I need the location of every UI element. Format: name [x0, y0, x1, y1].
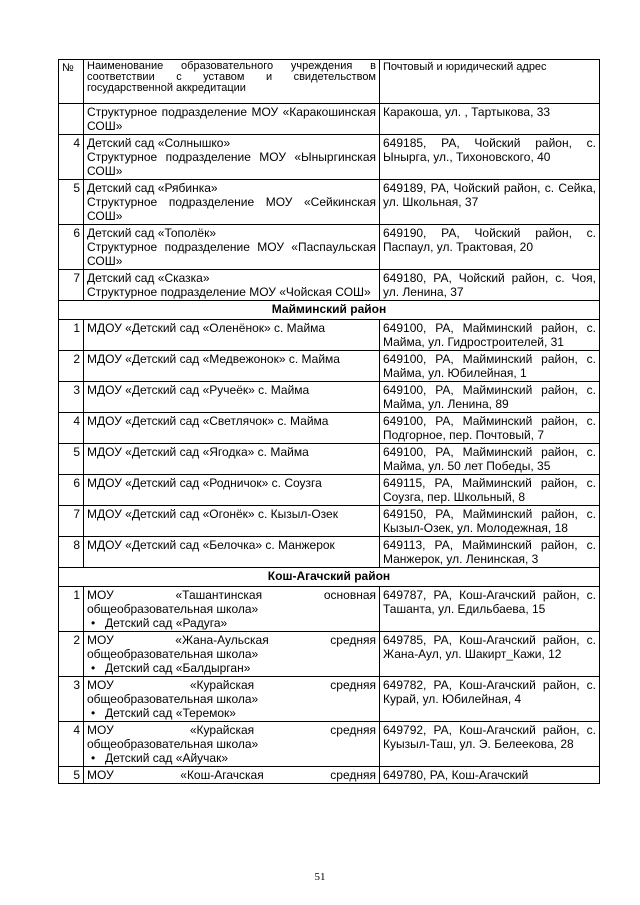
- row-number: 1: [59, 587, 84, 632]
- row-address: 649100, РА, Майминский район, с. Подгорное, пер. Почтовый, 7: [380, 413, 600, 444]
- row-number: 6: [59, 475, 84, 506]
- row-number: 8: [59, 537, 84, 568]
- row-name: [84, 104, 380, 135]
- row-number: 1: [59, 320, 84, 351]
- district-title: Кош-Агачский район: [59, 568, 600, 587]
- name-word: средняя: [330, 768, 376, 782]
- row-address: 649785, РА, Кош-Агачский район, с. Жана-Аул, ул. Шакирт_Кажи, 12: [380, 632, 600, 677]
- kindergarten-bullet: • Детский сад «Теремок»: [87, 706, 376, 720]
- row-name-line: Детский сад «Сказка»: [87, 271, 210, 285]
- name-word: «Курайская: [189, 678, 255, 692]
- kindergarten-bullet: • Детский сад «Радуга»: [87, 616, 376, 630]
- name-word: МОУ: [87, 678, 114, 692]
- table-row: [59, 135, 600, 180]
- table-row: [59, 104, 600, 135]
- row-number: 4: [59, 722, 84, 767]
- row-address: 649115, РА, Майминский район, с. Соузга, пер. Школьный, 8: [380, 475, 600, 506]
- row-name-line: Детский сад «Тополёк»: [87, 226, 217, 240]
- row-address: 649113, РА, Майминский район, с. Манжерок, ул. Ленинская, 3: [380, 537, 600, 568]
- row-address: 649100, РА, Майминский район, с. Майма, ул. 50 лет Победы, 35: [380, 444, 600, 475]
- table-row: [59, 225, 600, 270]
- table-row: [59, 444, 600, 475]
- row-address: 649100, РА, Майминский район, с. Майма, ул. Юбилейная, 1: [380, 351, 600, 382]
- row-name-line: Структурное подразделение МОУ «Чойская СОШ»: [87, 285, 371, 299]
- table-row: [59, 180, 600, 225]
- row-address: 649150, РА, Майминский район, с. Кызыл-Озек, ул. Молодежная, 18: [380, 506, 600, 537]
- row-address: 649780, РА, Кош-Агачский: [380, 767, 600, 784]
- name-word: «Курайская: [189, 723, 255, 737]
- row-address: Каракоша, ул. , Тартыкова, 33: [380, 104, 600, 135]
- name-word: средняя: [330, 633, 376, 647]
- table-row: [59, 587, 600, 632]
- table-row: [59, 382, 600, 413]
- name-word: средняя: [330, 678, 376, 692]
- row-name: [84, 677, 380, 722]
- name-word: МОУ: [87, 588, 114, 602]
- row-address: 649782, РА, Кош-Агачский район, с. Курай, ул. Юбилейная, 4: [380, 677, 600, 722]
- row-name-line: общеобразовательная школа»: [87, 602, 259, 616]
- row-name: [84, 767, 380, 784]
- row-name: МДОУ «Детский сад «Ягодка» с. Майма: [84, 444, 380, 475]
- row-number: 3: [59, 677, 84, 722]
- row-name-line: общеобразовательная школа»: [87, 692, 259, 706]
- name-word: МОУ: [87, 723, 114, 737]
- row-name-line: [87, 723, 376, 737]
- row-name-line: общеобразовательная школа»: [87, 737, 259, 751]
- row-address: 649787, РА, Кош-Агачский район, с. Ташанта, ул. Едильбаева, 15: [380, 587, 600, 632]
- row-number: 4: [59, 135, 84, 180]
- row-name: МДОУ «Детский сад «Медвежонок» с. Майма: [84, 351, 380, 382]
- row-number: 3: [59, 382, 84, 413]
- kindergarten-bullet: • Детский сад «Балдырган»: [87, 661, 376, 675]
- table-row: [59, 351, 600, 382]
- kindergarten-bullet: • Детский сад «Айучак»: [87, 751, 376, 765]
- district-row: [59, 301, 600, 320]
- table-row: [59, 632, 600, 677]
- row-name-line: Детский сад «Солнышко»: [87, 136, 231, 150]
- table-row: [59, 475, 600, 506]
- row-name: [84, 632, 380, 677]
- table-row: [59, 722, 600, 767]
- institutions-table: [58, 59, 600, 784]
- row-number: [59, 104, 84, 135]
- header-name: Наименование образовательного учреждения в соответствии с уставом и свидетельством государственной аккредитации: [84, 60, 380, 104]
- row-number: 5: [59, 767, 84, 784]
- table-row: [59, 506, 600, 537]
- row-name: [84, 587, 380, 632]
- row-number: 6: [59, 225, 84, 270]
- row-name: МДОУ «Детский сад «Родничок» с. Соузга: [84, 475, 380, 506]
- district-title: Майминский район: [59, 301, 600, 320]
- row-name-line: Структурное подразделение МОУ «Ыныргинская СОШ»: [87, 150, 376, 178]
- row-name: [84, 225, 380, 270]
- row-name: [84, 180, 380, 225]
- page-number: 51: [314, 871, 326, 883]
- row-name-line: [87, 768, 376, 782]
- table-row: [59, 413, 600, 444]
- row-number: 7: [59, 506, 84, 537]
- header-address: Почтовый и юридический адрес: [380, 60, 600, 104]
- row-name: МДОУ «Детский сад «Оленёнок» с. Майма: [84, 320, 380, 351]
- row-address: 649180, РА, Чойский район, с. Чоя, ул. Ленина, 37: [380, 270, 600, 301]
- row-name: МДОУ «Детский сад «Огонёк» с. Кызыл-Озек: [84, 506, 380, 537]
- table-row: [59, 537, 600, 568]
- row-name-line: [87, 678, 376, 692]
- row-name-line: [87, 588, 376, 602]
- name-word: МОУ: [87, 768, 114, 782]
- row-number: 7: [59, 270, 84, 301]
- row-name-line: Структурное подразделение МОУ «Сейкинская СОШ»: [87, 195, 376, 223]
- row-number: 2: [59, 351, 84, 382]
- row-address: 649100, РА, Майминский район, с. Майма, ул. Гидростроителей, 31: [380, 320, 600, 351]
- row-address: 649792, РА, Кош-Агачский район, с. Куызыл-Таш, ул. Э. Белеекова, 28: [380, 722, 600, 767]
- row-name: [84, 722, 380, 767]
- row-name: [84, 270, 380, 301]
- row-address: 649190, РА, Чойский район, с. Паспаул, ул. Трактовая, 20: [380, 225, 600, 270]
- row-number: 4: [59, 413, 84, 444]
- row-address: 649185, РА, Чойский район, с. Ыныргa, ул., Тихоновского, 40: [380, 135, 600, 180]
- table-header-row: [59, 60, 600, 104]
- row-address: 649100, РА, Майминский район, с. Майма, ул. Ленина, 89: [380, 382, 600, 413]
- table-row: [59, 270, 600, 301]
- row-name-line: Детский сад «Рябинка»: [87, 181, 218, 195]
- row-number: 5: [59, 444, 84, 475]
- name-word: «Ташантинская: [175, 588, 263, 602]
- row-name: МДОУ «Детский сад «Белочка» с. Манжерок: [84, 537, 380, 568]
- header-number: №: [59, 60, 84, 104]
- row-name-line: Структурное подразделение МОУ «Паспаульская СОШ»: [87, 240, 376, 268]
- table-row: [59, 320, 600, 351]
- table-row: [59, 767, 600, 784]
- row-name: МДОУ «Детский сад «Ручеёк» с. Майма: [84, 382, 380, 413]
- district-row: [59, 568, 600, 587]
- row-name-line: Структурное подразделение МОУ «Каракошинская СОШ»: [87, 105, 376, 133]
- table-row: [59, 677, 600, 722]
- name-word: МОУ: [87, 633, 114, 647]
- row-name: [84, 135, 380, 180]
- name-word: «Жана-Аульская: [175, 633, 269, 647]
- name-word: основная: [323, 588, 376, 602]
- name-word: «Кош-Агачская: [180, 768, 264, 782]
- row-number: 2: [59, 632, 84, 677]
- name-word: средняя: [330, 723, 376, 737]
- row-name-line: [87, 633, 376, 647]
- row-address: 649189, РА, Чойский район, с. Сейка, ул. Школьная, 37: [380, 180, 600, 225]
- row-name-line: общеобразовательная школа»: [87, 647, 259, 661]
- row-name: МДОУ «Детский сад «Светлячок» с. Майма: [84, 413, 380, 444]
- row-number: 5: [59, 180, 84, 225]
